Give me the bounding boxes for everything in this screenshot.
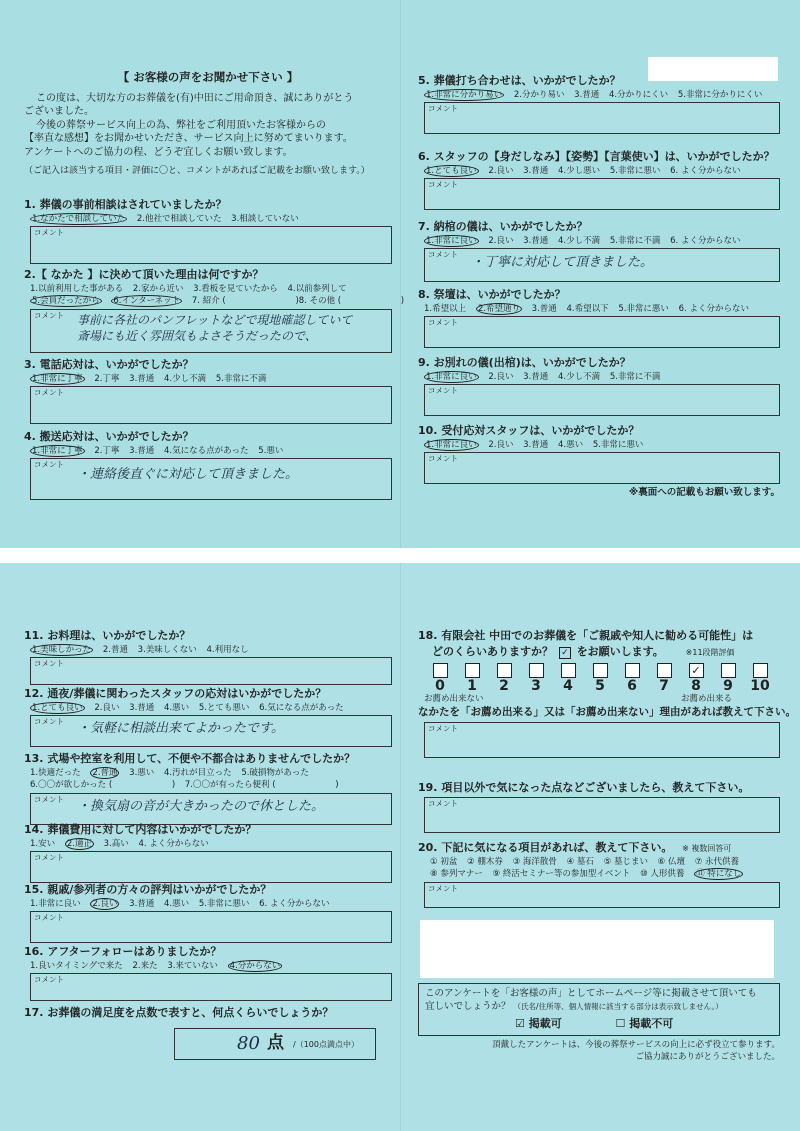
option[interactable]: 2.良い <box>488 439 514 450</box>
consent-deny-checkbox[interactable]: ☐ 掲載不可 <box>615 1016 674 1030</box>
scale-option[interactable] <box>552 663 584 694</box>
question-title: 5. 葬儀打ち合わせは、いかがでしたか？ <box>418 74 621 87</box>
option[interactable]: 4.少し不満 <box>557 371 601 382</box>
option[interactable]: 4.少し悪い <box>557 165 601 176</box>
fold-line <box>400 563 401 1131</box>
option[interactable]: 1.良いタイミングで来た <box>30 960 123 971</box>
answer-options-row2 <box>424 869 780 880</box>
multi-answer-note: ※ 複数回答可 <box>682 844 732 853</box>
question-17 <box>24 1006 392 1064</box>
option[interactable]: 4.悪い <box>557 439 584 450</box>
scale-number: 2 <box>499 677 509 694</box>
scale-option[interactable] <box>616 663 648 694</box>
handwritten-comment: ・丁寧に対応して頂きました。 <box>471 255 654 271</box>
option[interactable]: 3.普通 <box>129 898 155 909</box>
consent-choices <box>425 1017 773 1032</box>
survey-title: 【 お客様の声をお聞かせ下さい 】 <box>117 70 299 84</box>
option[interactable]: 4.悪い <box>163 898 190 909</box>
option-selected[interactable]: 2.良い <box>92 898 118 909</box>
scale-option[interactable] <box>648 663 680 694</box>
comment-box[interactable] <box>30 911 392 943</box>
comment-label: コメント <box>428 180 458 190</box>
option[interactable]: 4.汚れが目立った <box>163 767 232 778</box>
option-close: ) <box>171 780 176 791</box>
option[interactable]: 5.悪い <box>258 445 284 456</box>
comment-box[interactable] <box>30 309 392 353</box>
intro-line: 【率直な感想】をお聞かせいただき、サービス向上に努めてまいります。 <box>24 133 353 145</box>
page-gap <box>0 548 800 563</box>
consent-allow-checkbox[interactable]: ☑ 掲載可 <box>515 1016 562 1030</box>
option[interactable]: 2.良い <box>488 235 514 246</box>
question-15 <box>24 883 392 943</box>
option[interactable]: 5.非常に悪い <box>198 898 250 909</box>
option[interactable]: ⑤ 墓じまい <box>603 856 648 867</box>
comment-box[interactable] <box>424 722 780 758</box>
option-selected[interactable]: 4.分からない <box>229 960 281 971</box>
scale-number: 8 <box>691 677 701 694</box>
option[interactable]: 3.普通 <box>531 303 557 314</box>
consent-line1: このアンケートを「お客様の声」としてホームページ等に掲載させて頂いても <box>425 988 757 999</box>
answer-options <box>424 236 780 247</box>
option-selected[interactable]: ⑪ 特になし <box>696 869 742 880</box>
option[interactable]: ② 棚木券 <box>467 856 503 867</box>
option[interactable]: 3.普通 <box>574 89 600 100</box>
question-20 <box>418 841 780 908</box>
option[interactable]: ⑩ 人形供養 <box>640 869 685 880</box>
question-16 <box>24 945 392 1001</box>
option[interactable]: 3.来ていない <box>167 960 218 971</box>
option[interactable]: ⑨ 終活セミナー等の参加型イベント <box>492 869 631 880</box>
answer-options <box>30 899 392 910</box>
fold-line <box>400 0 401 548</box>
handwritten-comment: ・連絡後直ぐに対応して頂きました。 <box>77 467 299 483</box>
recommend-scale <box>424 663 780 694</box>
comment-label: コメント <box>428 104 458 114</box>
reverse-side-note: ※裏面への記載もお願い致します。 <box>629 487 780 499</box>
scale-checkbox[interactable] <box>753 663 768 678</box>
option[interactable]: 3.普通 <box>129 445 155 456</box>
option[interactable]: 4.以前参列して <box>287 283 347 294</box>
option[interactable]: ⑧ 参列マナー <box>430 869 483 880</box>
option[interactable]: 4.気になる点があった <box>163 445 249 456</box>
comment-box[interactable] <box>424 797 780 833</box>
handwritten-line: 斎場にも近く雰囲気もよさそうだったので、 <box>77 329 317 344</box>
question-title: 8. 祭壇は、いかがでしたか？ <box>418 288 566 301</box>
comment-label: コメント <box>428 884 458 893</box>
option[interactable]: 6.気になる点があった <box>259 702 344 713</box>
question-2 <box>24 268 405 353</box>
scale-checkbox[interactable] <box>529 663 544 678</box>
scale-checkbox[interactable] <box>593 663 608 678</box>
option-selected[interactable]: 2.適正 <box>66 838 92 849</box>
option[interactable]: 5.非常に悪い <box>618 303 669 314</box>
option-selected[interactable]: 1.美味しかった <box>32 644 92 655</box>
option[interactable]: 5.破損物があった <box>241 767 309 778</box>
comment-box[interactable] <box>424 384 780 416</box>
question-title: 4. 搬送応対は、いかがでしたか？ <box>24 430 194 443</box>
option-selected[interactable]: 1.非常に良い <box>426 439 477 450</box>
comment-label: コメント <box>34 717 64 727</box>
score-box[interactable] <box>174 1028 376 1060</box>
handwritten-comment: ・換気扇の音が大きかったので休とした。 <box>77 799 325 814</box>
question-title: 1. 葬儀の事前相談はされていましたか？ <box>24 198 227 211</box>
answer-options <box>30 645 392 656</box>
comment-box[interactable] <box>30 458 392 500</box>
survey-page-back <box>0 563 800 1131</box>
option[interactable]: 2.丁寧 <box>94 445 120 456</box>
option-close: ) <box>400 296 405 307</box>
score-note: /（100点満点中） <box>293 1039 359 1049</box>
option[interactable]: 4.利用なし <box>206 644 249 655</box>
comment-label: コメント <box>428 386 458 396</box>
option[interactable]: 5.非常に悪い <box>592 439 644 450</box>
option[interactable]: 3.普通 <box>523 235 549 246</box>
answer-options <box>30 703 392 714</box>
comment-box[interactable] <box>30 973 392 1001</box>
scale-option[interactable] <box>584 663 616 694</box>
question-title: 9. お別れの儀(出棺)は、いかがでしたか？ <box>418 356 631 369</box>
comment-label: コメント <box>34 913 64 923</box>
comment-box[interactable] <box>30 851 392 883</box>
option[interactable]: 1.快適だった <box>30 767 81 778</box>
comment-label: コメント <box>428 798 458 808</box>
question-title-text: 20. 下記に気になる項目があれば、教えて下さい。 <box>418 841 673 854</box>
check-icon: ✓ <box>559 647 571 659</box>
check-instruction: をお願いします。 <box>576 644 664 658</box>
scale-checkbox[interactable] <box>625 663 640 678</box>
scale-number: 9 <box>723 677 733 694</box>
option[interactable]: 3.相談していない <box>231 213 299 224</box>
answer-options-row1 <box>424 857 780 868</box>
scale-checkbox[interactable]: ✓ <box>689 663 704 678</box>
answer-options <box>424 166 780 177</box>
option-selected[interactable]: 1.とても良い <box>32 702 83 713</box>
option[interactable]: 2.普通 <box>102 644 128 655</box>
question-title: 14. 葬儀費用に対して内容はいかがでしたか？ <box>24 823 257 836</box>
option[interactable]: 4.少し不満 <box>163 373 207 384</box>
option-selected[interactable]: 2.普通 <box>92 767 118 778</box>
option-selected[interactable]: 1.非常に丁寧 <box>32 373 83 384</box>
question-title: 6. スタッフの【身だしなみ】【姿勢】【言葉使い】は、いかがでしたか？ <box>418 150 775 163</box>
option[interactable]: 1.以前利用した事がある <box>30 283 124 294</box>
option[interactable]: 4.希望以下 <box>566 303 609 314</box>
comment-label: コメント <box>428 250 458 260</box>
intro-line: 今後の葬祭サービス向上の為、弊社をご利用頂いたお客様からの <box>36 119 326 131</box>
scale-checkbox[interactable] <box>721 663 736 678</box>
answer-options <box>424 90 780 101</box>
score-value: 80 <box>237 1032 260 1054</box>
consent-line2 <box>425 1001 773 1014</box>
option[interactable]: 5.非常に不満 <box>215 373 267 384</box>
question-5 <box>418 74 780 134</box>
scale-low-label: お薦め出来ない <box>424 693 484 704</box>
redacted-area <box>420 920 774 978</box>
question-7 <box>418 220 780 282</box>
question-1 <box>24 198 392 264</box>
answer-options <box>30 961 392 972</box>
handwritten-comment <box>77 312 352 344</box>
comment-label: コメント <box>428 318 458 328</box>
question-title: 11. お料理は、いかがでしたか？ <box>24 629 191 642</box>
scale-option[interactable] <box>712 663 744 694</box>
consent-box <box>418 983 780 1036</box>
option[interactable]: 3.普通 <box>129 702 155 713</box>
comment-label: コメント <box>34 228 64 238</box>
option[interactable]: 4.悪い <box>163 702 190 713</box>
answer-options <box>424 372 780 383</box>
question-title: 13. 式場や控室を利用して、不便や不都合はありませんでしたか？ <box>24 752 356 765</box>
option[interactable]: 2.丁寧 <box>94 373 120 384</box>
option[interactable]: 3.普通 <box>523 371 549 382</box>
scale-number: 4 <box>563 677 573 694</box>
publish-consent <box>418 983 780 1064</box>
option[interactable]: 5.非常に悪い <box>609 165 661 176</box>
option-selected[interactable]: 1.とても良い <box>426 165 477 176</box>
survey-intro <box>24 70 392 177</box>
question-11 <box>24 629 392 685</box>
option[interactable]: 3.普通 <box>523 165 549 176</box>
option[interactable]: 6. よく分からない <box>670 235 741 246</box>
option[interactable]: 2.分かり易い <box>513 89 565 100</box>
option[interactable]: 2.家から近い <box>132 283 184 294</box>
comment-box[interactable] <box>30 657 392 685</box>
option-selected[interactable]: 6.インターネット <box>113 296 181 307</box>
question-title-line2-text: どのくらいありますか？ <box>432 644 553 658</box>
question-title: 16. アフターフォローはありましたか？ <box>24 945 222 958</box>
handwritten-comment: ・気軽に相談出来てよかったです。 <box>77 721 284 737</box>
question-4 <box>24 430 392 500</box>
option[interactable]: 5.非常に不満 <box>609 371 661 382</box>
answer-options-row2 <box>30 780 392 791</box>
option[interactable]: 1.安い <box>30 838 56 849</box>
option[interactable]: ⑦ 永代供養 <box>694 856 740 867</box>
option[interactable]: 5.非常に不満 <box>609 235 661 246</box>
question-title: 17. お葬儀の満足度を点数で表すと、何点くらいでしょうか？ <box>24 1006 334 1019</box>
comment-label: コメント <box>428 454 458 464</box>
comment-label: コメント <box>34 460 64 470</box>
comment-box[interactable] <box>424 102 780 134</box>
option[interactable]: 1.非常に良い <box>30 898 81 909</box>
option[interactable]: 5.とても悪い <box>198 702 250 713</box>
closing-line1: 頂戴したアンケートは、今後の葬祭サービスの向上に必ず役立て参ります。 <box>492 1040 780 1051</box>
option[interactable]: 3.美味しくない <box>137 644 197 655</box>
option[interactable]: 6. よく分からない <box>678 303 749 314</box>
question-title: 12. 通夜/葬儀に関わったスタッフの応対はいかがでしたか？ <box>24 687 327 700</box>
question-title: 10. 受付応対スタッフは、いかがでしたか？ <box>418 424 640 437</box>
option[interactable]: 6.〇〇が欲しかった ( <box>30 780 113 791</box>
intro-line: ございました。 <box>24 106 94 118</box>
option[interactable]: 4. よく分からない <box>138 838 209 849</box>
answer-options <box>424 440 780 451</box>
intro-line: この度は、大切な方のお葬儀を(有)中田にご用命頂き、誠にありがとう <box>36 92 354 104</box>
comment-box[interactable] <box>30 226 392 264</box>
comment-label: コメント <box>34 853 64 863</box>
question-title: 19. 項目以外で気になった点などございましたら、教えて下さい。 <box>418 781 750 794</box>
scale-option[interactable] <box>520 663 552 694</box>
option-selected[interactable]: 1.非常に丁寧 <box>32 445 83 456</box>
option[interactable]: 3.看板を見ていたから <box>193 283 278 294</box>
scale-number: 7 <box>659 677 669 694</box>
fill-instruction: （ご記入は該当する項目・評価に〇と、コメントがあればご記載をお願い致します。） <box>24 166 370 177</box>
scale-number: 5 <box>595 677 605 694</box>
answer-options <box>30 214 392 225</box>
option[interactable]: ⑥ 仏壇 <box>657 856 685 867</box>
scale-number: 0 <box>435 677 445 694</box>
question-title: 15. 親戚/参列者の方々の評判はいかがでしたか？ <box>24 883 272 896</box>
option[interactable]: 4.少し不満 <box>557 235 601 246</box>
scale-checkbox[interactable] <box>561 663 576 678</box>
scale-note: ※11段階評価 <box>685 647 735 657</box>
reason-prompt: なかたを「お薦め出来る」又は「お薦め出来ない」理由があれば教えて下さい。 <box>418 706 796 719</box>
closing-line2: ご協力誠にありがとうございました。 <box>635 1052 780 1063</box>
comment-box[interactable] <box>30 715 392 747</box>
question-18 <box>418 629 796 758</box>
question-9 <box>418 356 780 416</box>
question-8 <box>418 288 780 348</box>
question-title: 2.【 なかた 】に決めて頂いた理由は何ですか？ <box>24 268 264 281</box>
question-13 <box>24 752 392 825</box>
scale-checkbox[interactable] <box>657 663 672 678</box>
option[interactable]: 1.希望以上 <box>424 303 467 314</box>
scale-option[interactable] <box>456 663 488 694</box>
question-title-line1: 18. 有限会社 中田でのお葬儀を「ご親戚や知人に勧める可能性」は <box>418 629 754 642</box>
answer-options <box>424 304 780 315</box>
option[interactable]: 6. よく分からない <box>670 165 741 176</box>
scale-option[interactable] <box>680 663 712 694</box>
option[interactable]: 3.悪い <box>129 767 155 778</box>
question-3 <box>24 358 392 424</box>
comment-box[interactable] <box>424 882 780 908</box>
option[interactable]: 5.非常に分かりにくい <box>677 89 763 100</box>
comment-box[interactable] <box>424 248 780 282</box>
option[interactable]: 2.良い <box>94 702 120 713</box>
scale-option[interactable] <box>424 663 456 694</box>
option[interactable]: 2.良い <box>488 165 514 176</box>
scale-number: 10 <box>750 677 770 694</box>
option[interactable]: 3.普通 <box>523 439 549 450</box>
option[interactable]: )8. その他 ( <box>295 296 342 307</box>
comment-label: コメント <box>34 975 64 985</box>
comment-box[interactable] <box>424 178 780 210</box>
option[interactable]: 3.高い <box>103 838 129 849</box>
scale-checkbox[interactable] <box>433 663 448 678</box>
question-19 <box>418 781 780 833</box>
comment-label: コメント <box>34 795 64 804</box>
survey-page-front <box>0 0 800 548</box>
scale-number: 6 <box>627 677 637 694</box>
option[interactable]: 4.分かりにくい <box>608 89 669 100</box>
comment-box[interactable] <box>30 793 392 825</box>
option[interactable]: ① 初盆 <box>430 856 458 867</box>
question-title-line2 <box>418 645 780 659</box>
scale-option[interactable] <box>744 663 776 694</box>
answer-options <box>30 446 392 457</box>
scale-checkbox[interactable] <box>497 663 512 678</box>
question-14 <box>24 823 392 883</box>
option[interactable]: 7.〇〇が有ったら便利 ( <box>184 780 276 791</box>
consent-privacy-note: （氏名/住所等、個人情報に該当する部分は表示致しません。） <box>513 1001 723 1011</box>
question-6 <box>418 150 780 210</box>
consent-line2-text: 宜しいでしょうか？ <box>425 1000 511 1012</box>
option-selected[interactable]: 5.会員だったから <box>32 296 100 307</box>
question-title: 3. 電話応対は、いかがでしたか？ <box>24 358 194 371</box>
scale-high-label: お薦め出来る <box>680 693 732 704</box>
scale-number: 3 <box>531 677 541 694</box>
option[interactable]: ④ 墓石 <box>566 856 594 867</box>
option[interactable]: 2.来た <box>132 960 158 971</box>
option[interactable]: 7. 紹介 ( <box>191 296 226 307</box>
question-title <box>418 841 780 855</box>
scale-labels <box>424 694 772 705</box>
option-selected[interactable]: 1.なかたで相談していた <box>32 213 126 224</box>
option[interactable]: 2.他社で相談していた <box>136 213 222 224</box>
scale-checkbox[interactable] <box>465 663 480 678</box>
handwritten-line: 事前に各社のパンフレットなどで現地確認していて <box>77 313 353 327</box>
option-close: ) <box>335 780 339 791</box>
question-12 <box>24 687 392 747</box>
comment-label: コメント <box>34 659 64 669</box>
option-selected[interactable]: 2.希望通り <box>477 303 520 314</box>
question-10 <box>418 424 780 499</box>
option-selected[interactable]: 1.非常に分かり易い <box>426 89 503 100</box>
answer-options <box>30 839 392 850</box>
intro-line: アンケートへのご協力の程、どうぞ宜しくお願い致します。 <box>24 146 293 158</box>
comment-box[interactable] <box>30 386 392 424</box>
comment-box[interactable] <box>424 452 780 484</box>
comment-box[interactable] <box>424 316 780 348</box>
option[interactable]: ③ 海洋散骨 <box>512 856 557 867</box>
scale-number: 1 <box>467 677 477 694</box>
option[interactable]: 3.普通 <box>129 373 155 384</box>
closing-message <box>418 1040 780 1064</box>
score-unit: 点 <box>267 1032 284 1053</box>
answer-options-row1 <box>30 284 392 295</box>
comment-label: コメント <box>34 388 64 398</box>
comment-label: コメント <box>428 723 458 733</box>
scale-option[interactable] <box>488 663 520 694</box>
answer-options <box>30 374 392 385</box>
option-selected[interactable]: 1.非常に良い <box>426 235 477 246</box>
option-selected[interactable]: 1.非常に良い <box>426 371 477 382</box>
option[interactable]: 6. よく分からない <box>259 898 330 909</box>
comment-label: コメント <box>34 311 64 320</box>
option[interactable]: 2.良い <box>488 371 514 382</box>
answer-options-row2 <box>30 296 405 307</box>
question-title: 7. 納棺の儀は、いかがでしたか？ <box>418 220 588 233</box>
answer-options-row1 <box>30 768 392 779</box>
